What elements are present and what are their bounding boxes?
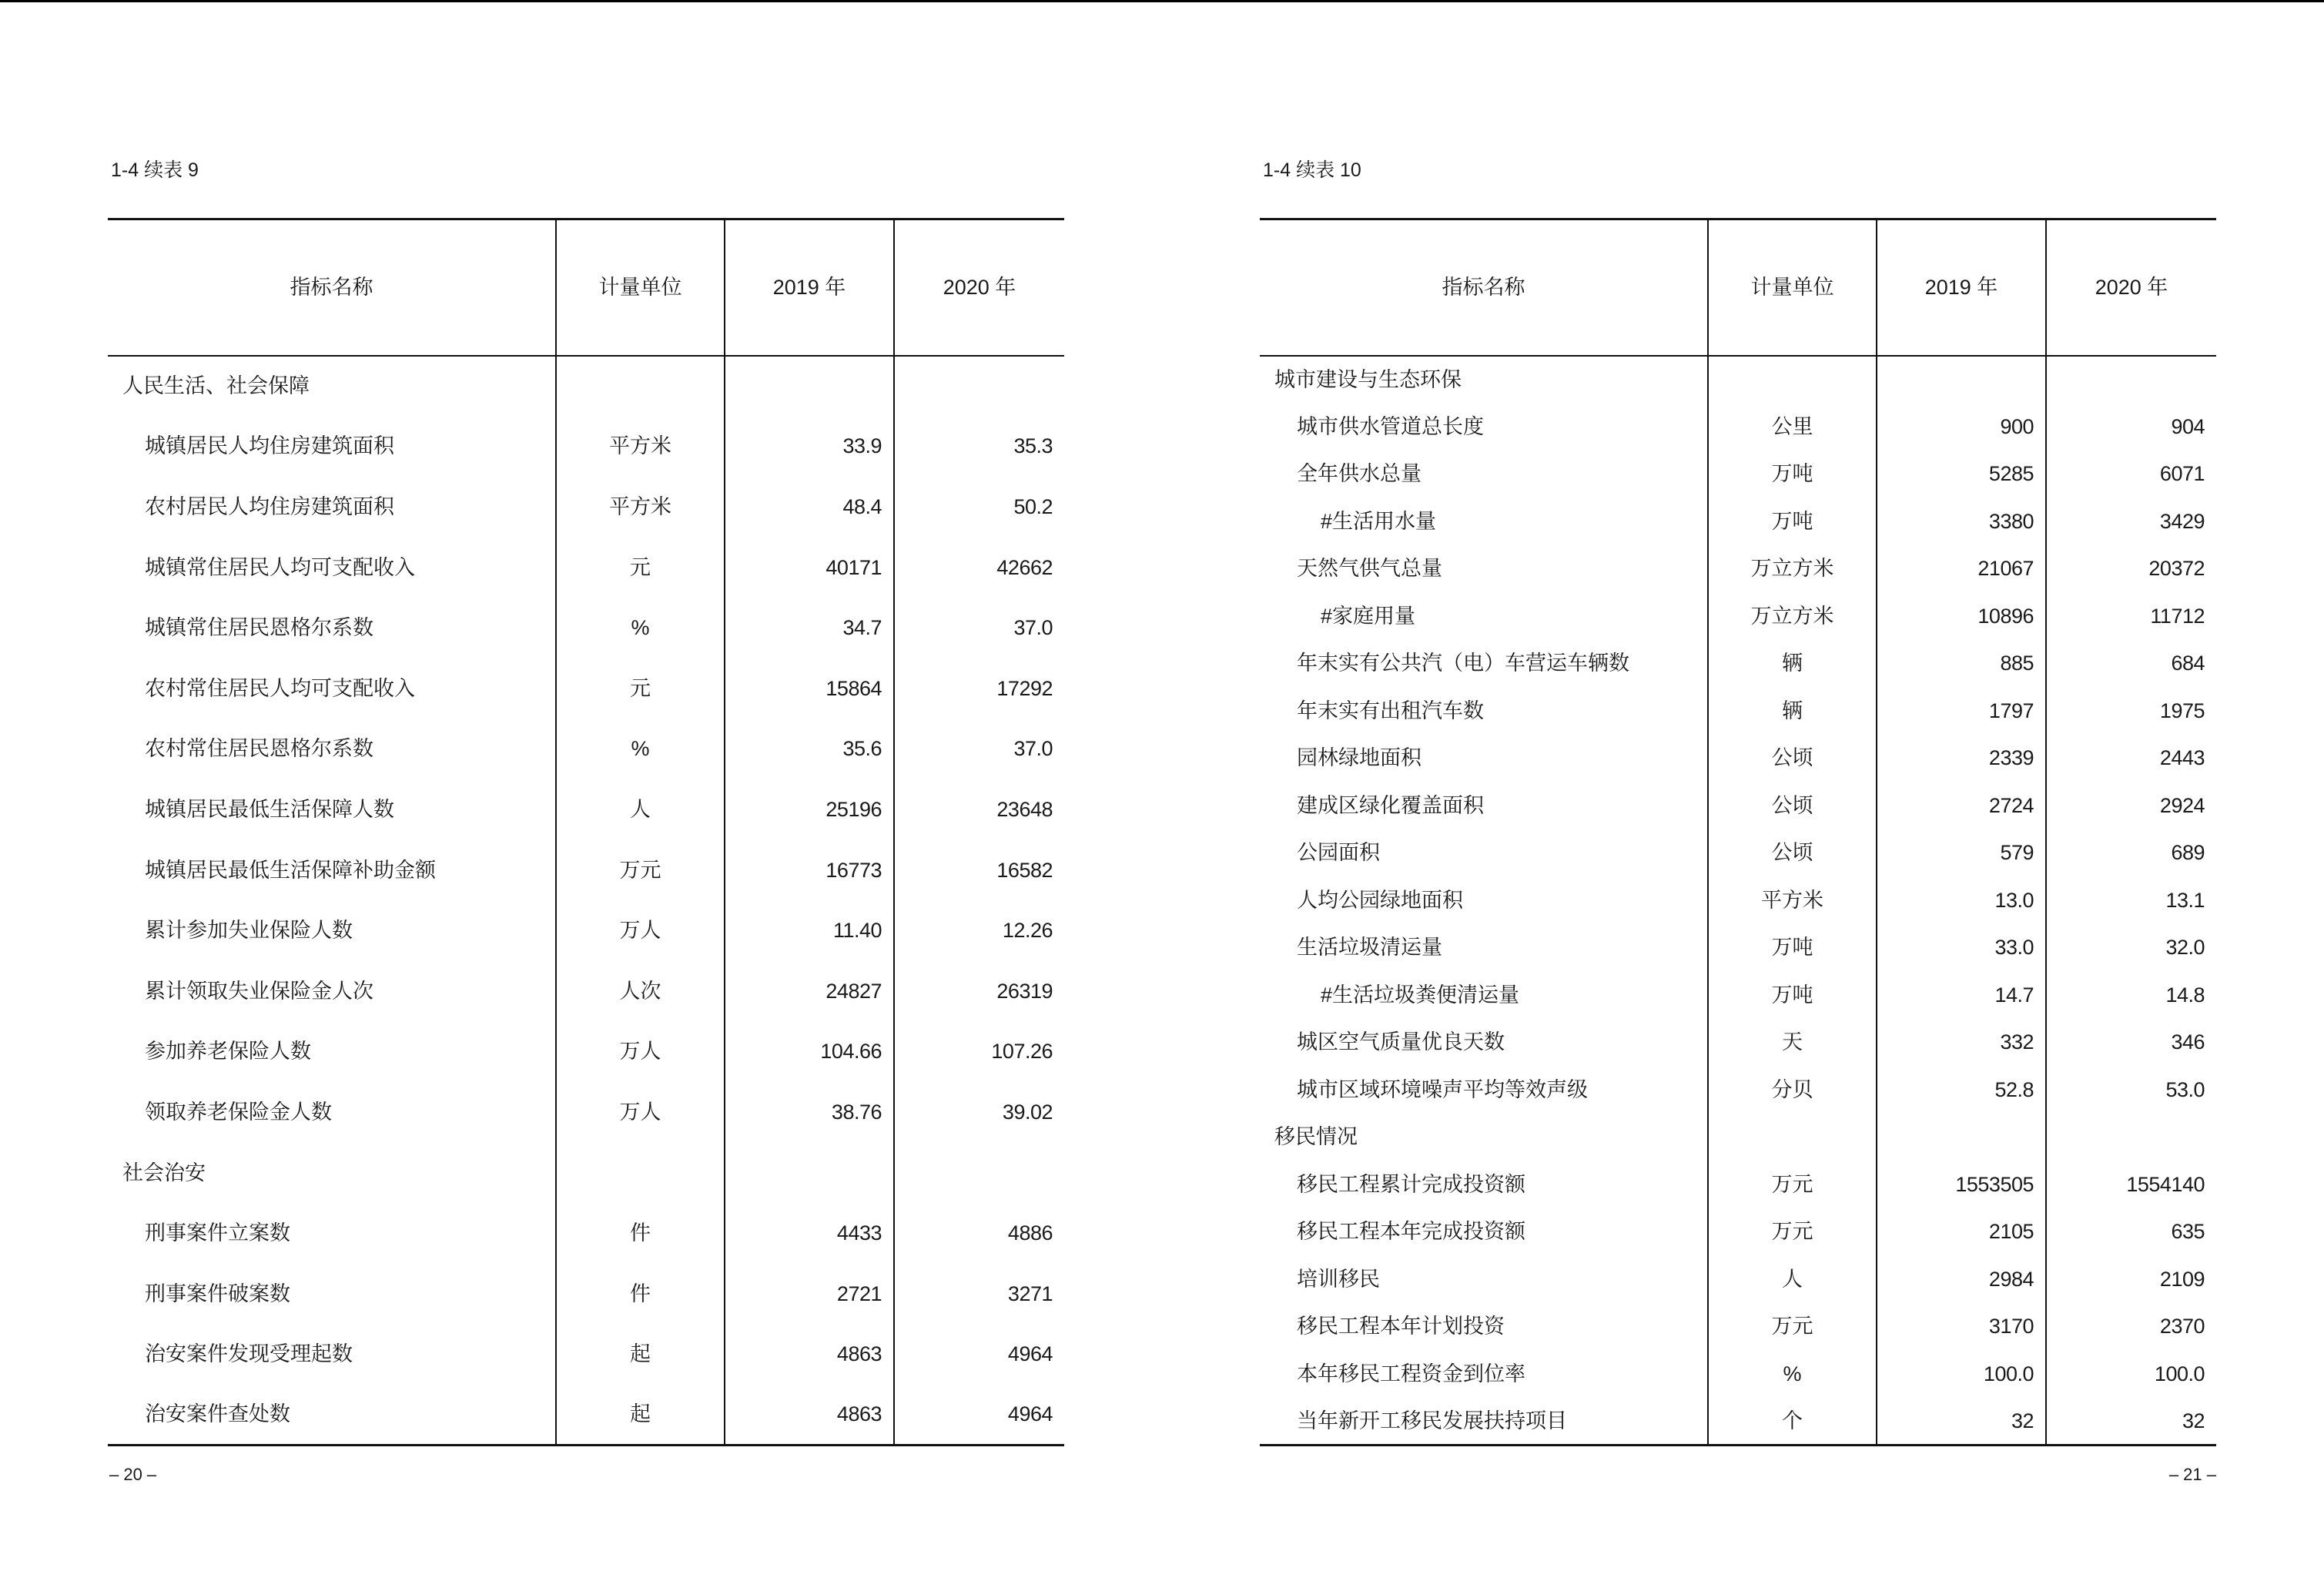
value-2020: 53.0 (2046, 1066, 2216, 1114)
table-row (108, 477, 1064, 538)
unit-cell: 万人 (556, 1082, 725, 1143)
value-2019: 4863 (725, 1385, 894, 1446)
table-row (1260, 1255, 2216, 1303)
table-row (108, 960, 1064, 1021)
indicator-name: 天然气供气总量 (1297, 557, 1442, 581)
value-2020: 26319 (894, 960, 1064, 1021)
value-2019: 2105 (1877, 1208, 2046, 1256)
table-row (1260, 735, 2216, 782)
top-border-rule (0, 0, 2324, 2)
unit-cell: 平方米 (556, 477, 725, 538)
unit-cell: 万元 (1708, 1161, 1877, 1208)
table-body (108, 356, 1064, 1446)
table-body (1260, 356, 2216, 1446)
table-row (1260, 1208, 2216, 1256)
unit-cell: 元 (556, 658, 725, 719)
page-number: – 20 – (109, 1465, 157, 1484)
empty-cell (556, 1142, 725, 1203)
unit-cell: 公顷 (1708, 735, 1877, 782)
value-2019: 2724 (1877, 782, 2046, 829)
unit-cell: 万吨 (1708, 971, 1877, 1019)
unit-cell: 万立方米 (1708, 592, 1877, 640)
value-2019: 1553505 (1877, 1161, 2046, 1208)
value-2019: 48.4 (725, 477, 894, 538)
unit-cell: 天 (1708, 1019, 1877, 1067)
unit-cell: 平方米 (1708, 876, 1877, 924)
indicator-name: 城镇居民最低生活保障补助金额 (145, 858, 436, 882)
value-2020: 17292 (894, 658, 1064, 719)
unit-cell: 人次 (556, 960, 725, 1021)
value-2019: 2721 (725, 1263, 894, 1324)
value-2020: 4886 (894, 1203, 1064, 1264)
indicator-name: #生活垃圾粪便清运量 (1321, 983, 1520, 1007)
indicator-name: 年末实有公共汽（电）车营运车辆数 (1297, 652, 1629, 675)
unit-cell: 起 (556, 1324, 725, 1385)
value-2019: 5285 (1877, 451, 2046, 498)
indicator-name: 农村常住居民人均可支配收入 (145, 676, 415, 700)
table-row (108, 1021, 1064, 1082)
indicator-name: 本年移民工程资金到位率 (1297, 1362, 1525, 1385)
table-row (108, 1203, 1064, 1264)
value-2019: 3170 (1877, 1303, 2046, 1351)
unit-cell: 万吨 (1708, 451, 1877, 498)
value-2020: 39.02 (894, 1082, 1064, 1143)
value-2020: 42662 (894, 537, 1064, 598)
unit-cell: 公顷 (1708, 829, 1877, 877)
indicator-name: 移民工程累计完成投资额 (1297, 1172, 1525, 1196)
indicator-name: 人均公园绿地面积 (1297, 888, 1463, 912)
indicator-name: 培训移民 (1297, 1267, 1380, 1291)
value-2020: 16582 (894, 839, 1064, 900)
empty-cell (1877, 1114, 2046, 1161)
header-year-2020: 2020 年 (2046, 219, 2216, 356)
empty-cell (1708, 356, 1877, 404)
table-subrow (1260, 592, 2216, 640)
indicator-name: 年末实有出租汽车数 (1297, 699, 1484, 722)
empty-cell (894, 356, 1064, 417)
table-row (108, 779, 1064, 840)
section-row (108, 1142, 1064, 1203)
table-row (1260, 1019, 2216, 1067)
indicator-name: 累计参加失业保险人数 (145, 919, 353, 943)
unit-cell: 平方米 (556, 416, 725, 477)
value-2019: 104.66 (725, 1021, 894, 1082)
table-row (108, 839, 1064, 900)
value-2020: 2924 (2046, 782, 2216, 829)
table-subrow (1260, 971, 2216, 1019)
table-subrow (1260, 498, 2216, 545)
value-2019: 21067 (1877, 545, 2046, 593)
value-2020: 904 (2046, 403, 2216, 451)
value-2020: 6071 (2046, 451, 2216, 498)
value-2020: 32 (2046, 1398, 2216, 1446)
section-title: 城市建设与生态环保 (1274, 367, 1462, 391)
value-2020: 20372 (2046, 545, 2216, 593)
indicator-name: 全年供水总量 (1297, 462, 1422, 486)
indicator-name: 公园面积 (1297, 841, 1380, 865)
indicator-name: 园林绿地面积 (1297, 746, 1422, 770)
page-number: – 21 – (2168, 1465, 2216, 1484)
header-row (1260, 219, 2216, 356)
unit-cell: 辆 (1708, 640, 1877, 688)
table-row (108, 1082, 1064, 1143)
value-2020: 23648 (894, 779, 1064, 840)
value-2019: 4433 (725, 1203, 894, 1264)
value-2019: 15864 (725, 658, 894, 719)
value-2020: 3271 (894, 1263, 1064, 1324)
unit-cell: 万吨 (1708, 924, 1877, 972)
unit-cell: 人 (1708, 1255, 1877, 1303)
indicator-name: 城区空气质量优良天数 (1297, 1030, 1505, 1054)
value-2020: 11712 (2046, 592, 2216, 640)
value-2019: 33.0 (1877, 924, 2046, 972)
table-row (108, 1385, 1064, 1446)
value-2019: 14.7 (1877, 971, 2046, 1019)
value-2019: 34.7 (725, 598, 894, 658)
value-2020: 4964 (894, 1385, 1064, 1446)
unit-cell: 万人 (556, 900, 725, 961)
header-unit: 计量单位 (1708, 219, 1877, 356)
empty-cell (894, 1142, 1064, 1203)
value-2020: 1975 (2046, 687, 2216, 735)
unit-cell: 万元 (1708, 1208, 1877, 1256)
section-row (108, 356, 1064, 417)
value-2020: 4964 (894, 1324, 1064, 1385)
table-row (108, 719, 1064, 779)
empty-cell (2046, 356, 2216, 404)
value-2020: 14.8 (2046, 971, 2216, 1019)
unit-cell: 万元 (1708, 1303, 1877, 1351)
table-row (108, 537, 1064, 598)
value-2019: 24827 (725, 960, 894, 1021)
value-2019: 16773 (725, 839, 894, 900)
empty-cell (1877, 356, 2046, 404)
indicator-name: 当年新开工移民发展扶持项目 (1260, 1398, 1708, 1446)
table-row (1260, 640, 2216, 688)
value-2019: 2339 (1877, 735, 2046, 782)
value-2019: 32 (1877, 1398, 2046, 1446)
table-header (108, 219, 1064, 356)
table-row (1260, 1303, 2216, 1351)
value-2020: 35.3 (894, 416, 1064, 477)
unit-cell: % (556, 598, 725, 658)
section-title: 社会治安 (122, 1161, 206, 1184)
indicator-name: 城镇常住居民恩格尔系数 (145, 616, 373, 640)
value-2019: 3380 (1877, 498, 2046, 545)
section-title: 移民情况 (1274, 1125, 1358, 1149)
table-row (108, 416, 1064, 477)
table-row (1260, 545, 2216, 593)
unit-cell: 件 (556, 1263, 725, 1324)
table-row (1260, 876, 2216, 924)
header-indicator-name: 指标名称 (108, 219, 556, 356)
section-title: 人民生活、社会保障 (122, 374, 310, 398)
value-2020: 684 (2046, 640, 2216, 688)
section-row (1260, 356, 2216, 404)
unit-cell: % (556, 719, 725, 779)
value-2019: 33.9 (725, 416, 894, 477)
value-2019: 10896 (1877, 592, 2046, 640)
table-row (1260, 1161, 2216, 1208)
table-row (1260, 924, 2216, 972)
table-row (108, 658, 1064, 719)
unit-cell: 公里 (1708, 403, 1877, 451)
header-indicator-name: 指标名称 (1260, 219, 1708, 356)
value-2020: 13.1 (2046, 876, 2216, 924)
value-2020: 635 (2046, 1208, 2216, 1256)
table-row (1260, 451, 2216, 498)
value-2019: 332 (1877, 1019, 2046, 1067)
statistics-table-left (108, 218, 1064, 1446)
indicator-name: 建成区绿化覆盖面积 (1297, 793, 1484, 817)
indicator-name: #家庭用量 (1321, 604, 1416, 628)
value-2019: 13.0 (1877, 876, 2046, 924)
unit-cell: 辆 (1708, 687, 1877, 735)
value-2020: 100.0 (2046, 1350, 2216, 1398)
value-2020: 2109 (2046, 1255, 2216, 1303)
table-row (108, 1324, 1064, 1385)
indicator-name: 刑事案件破案数 (145, 1281, 290, 1305)
indicator-name: 参加养老保险人数 (145, 1040, 311, 1064)
unit-cell: 个 (1708, 1398, 1877, 1446)
value-2020: 50.2 (894, 477, 1064, 538)
value-2020: 3429 (2046, 498, 2216, 545)
unit-cell: 万立方米 (1708, 545, 1877, 593)
table-row (1260, 782, 2216, 829)
value-2019: 900 (1877, 403, 2046, 451)
indicator-name: 治安案件查处数 (108, 1385, 556, 1446)
table-row (108, 598, 1064, 658)
unit-cell: 人 (556, 779, 725, 840)
indicator-name: 刑事案件立案数 (145, 1221, 290, 1245)
header-row (108, 219, 1064, 356)
table-row (108, 1263, 1064, 1324)
indicator-name: 城镇居民最低生活保障人数 (145, 797, 394, 821)
indicator-name: 城市区域环境噪声平均等效声级 (1297, 1077, 1588, 1101)
table-row (108, 900, 1064, 961)
value-2020: 107.26 (894, 1021, 1064, 1082)
empty-cell (556, 356, 725, 417)
empty-cell (2046, 1114, 2216, 1161)
value-2020: 37.0 (894, 719, 1064, 779)
header-year-2019: 2019 年 (725, 219, 894, 356)
value-2019: 579 (1877, 829, 2046, 877)
value-2020: 2370 (2046, 1303, 2216, 1351)
header-year-2020: 2020 年 (894, 219, 1064, 356)
unit-cell: 件 (556, 1203, 725, 1264)
statistics-table-right (1260, 218, 2216, 1446)
table-row (1260, 1066, 2216, 1114)
empty-cell (725, 1142, 894, 1203)
value-2020: 37.0 (894, 598, 1064, 658)
table-row (1260, 403, 2216, 451)
value-2019: 2984 (1877, 1255, 2046, 1303)
indicator-name: 治安案件发现受理起数 (145, 1342, 353, 1366)
empty-cell (725, 356, 894, 417)
value-2019: 1797 (1877, 687, 2046, 735)
table-row (1260, 1398, 2216, 1446)
unit-cell: 万元 (556, 839, 725, 900)
value-2020: 346 (2046, 1019, 2216, 1067)
unit-cell: 元 (556, 537, 725, 598)
value-2020: 32.0 (2046, 924, 2216, 972)
header-year-2019: 2019 年 (1877, 219, 2046, 356)
value-2019: 40171 (725, 537, 894, 598)
value-2020: 1554140 (2046, 1161, 2216, 1208)
unit-cell: 公顷 (1708, 782, 1877, 829)
section-row (1260, 1114, 2216, 1161)
value-2019: 4863 (725, 1324, 894, 1385)
unit-cell: % (1708, 1350, 1877, 1398)
indicator-name: 农村居民人均住房建筑面积 (145, 494, 394, 518)
value-2019: 885 (1877, 640, 2046, 688)
header-unit: 计量单位 (556, 219, 725, 356)
table-header (1260, 219, 2216, 356)
table-title: 1-4 续表 10 (1263, 159, 1361, 181)
value-2019: 35.6 (725, 719, 894, 779)
indicator-name: 城市供水管道总长度 (1297, 414, 1484, 438)
indicator-name: 领取养老保险金人数 (145, 1100, 332, 1124)
unit-cell: 万吨 (1708, 498, 1877, 545)
unit-cell: 分贝 (1708, 1066, 1877, 1114)
indicator-name: #生活用水量 (1321, 509, 1437, 533)
indicator-name: 移民工程本年完成投资额 (1297, 1220, 1525, 1244)
value-2019: 38.76 (725, 1082, 894, 1143)
value-2020: 689 (2046, 829, 2216, 877)
value-2019: 100.0 (1877, 1350, 2046, 1398)
indicator-name: 城镇居民人均住房建筑面积 (145, 434, 394, 458)
indicator-name: 生活垃圾清运量 (1297, 936, 1442, 960)
value-2019: 52.8 (1877, 1066, 2046, 1114)
indicator-name: 农村常住居民恩格尔系数 (145, 737, 373, 761)
indicator-name: 累计领取失业保险金人次 (145, 979, 373, 1003)
value-2020: 12.26 (894, 900, 1064, 961)
value-2019: 11.40 (725, 900, 894, 961)
value-2020: 2443 (2046, 735, 2216, 782)
table-row (1260, 829, 2216, 877)
indicator-name: 城镇常住居民人均可支配收入 (145, 555, 415, 579)
unit-cell: 起 (556, 1385, 725, 1446)
empty-cell (1708, 1114, 1877, 1161)
table-row (1260, 687, 2216, 735)
table-row (1260, 1350, 2216, 1398)
table-title: 1-4 续表 9 (111, 159, 199, 181)
value-2019: 25196 (725, 779, 894, 840)
unit-cell: 万人 (556, 1021, 725, 1082)
indicator-name: 移民工程本年计划投资 (1297, 1315, 1505, 1338)
